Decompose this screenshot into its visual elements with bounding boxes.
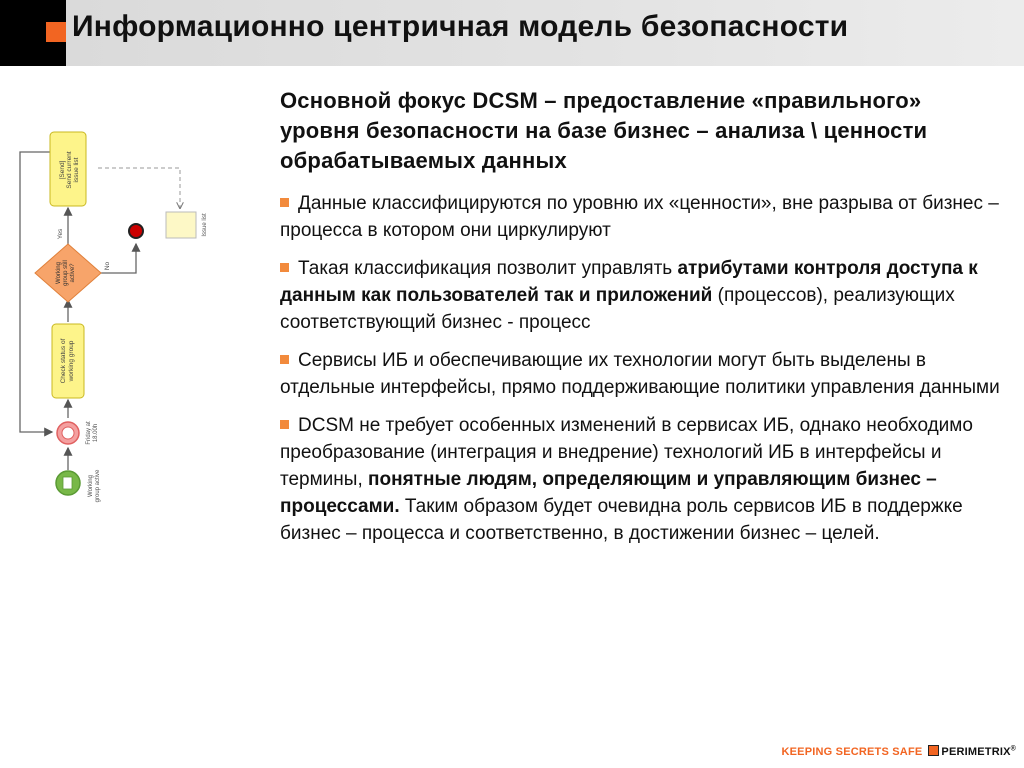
footer-branding bbox=[781, 745, 1016, 758]
bullet-4-text-c: Таким образом будет очевидна роль сервисов ИБ в поддержке бизнес – процесса и соответственно, в достижении бизнес – целей. bbox=[280, 496, 963, 544]
check-task-label-1: Check status of bbox=[60, 338, 67, 384]
timer-label-2: 18.00h bbox=[93, 423, 99, 443]
bullet-4-text-bold: понятные людям, определяющим и управляющим бизнес – процессами. bbox=[280, 469, 937, 517]
title-bar bbox=[0, 0, 1024, 66]
no-label: No bbox=[104, 261, 111, 271]
perimetrix-logo-icon bbox=[928, 745, 939, 756]
issue-list-label: Issue list bbox=[202, 213, 208, 237]
bullet-marker-icon bbox=[280, 420, 289, 429]
start-label-2: group active bbox=[95, 469, 101, 503]
bullet-2 bbox=[280, 255, 1000, 336]
decision-label-3: active? bbox=[70, 263, 76, 283]
bullet-3 bbox=[280, 347, 1000, 401]
check-task-label-2: working group bbox=[68, 340, 75, 382]
process-diagram bbox=[8, 118, 230, 518]
yes-label: Yes bbox=[57, 228, 64, 240]
bullet-4-text-a: DCSM не требует особенных изменений в сервисах ИБ, однако необходимо преобразование (интеграция и внедрение) технологий ИБ в интерфейсы и термины, bbox=[280, 415, 973, 490]
end-event bbox=[129, 224, 143, 238]
footer-brand: PERIMETRIX bbox=[941, 746, 1011, 758]
check-status-task bbox=[52, 324, 84, 398]
bullet-4 bbox=[280, 412, 1000, 547]
bullet-2-text-a: Такая классификация позволит управлять bbox=[298, 258, 678, 279]
slide-content bbox=[280, 86, 1000, 558]
footer-slogan: KEEPING SECRETS SAFE bbox=[781, 746, 923, 758]
send-task-label: [Send] bbox=[59, 160, 66, 180]
timer-event bbox=[57, 421, 99, 445]
title-accent-square bbox=[46, 22, 66, 42]
timer-label-1: Friday at bbox=[86, 421, 92, 445]
send-task bbox=[50, 132, 86, 206]
start-label-1: Working bbox=[88, 475, 94, 497]
decision-label-1: Working bbox=[56, 262, 62, 284]
issue-list-artifact bbox=[166, 212, 208, 238]
bullet-2-text-c: (процессов), реализующих соответствующий бизнес - процесс bbox=[280, 285, 955, 333]
bullet-marker-icon bbox=[280, 355, 289, 364]
association-line bbox=[98, 168, 180, 208]
bullet-1-text: Данные классифицируются по уровню их «ценности», вне разрыва от бизнес – процесса в котором они циркулируют bbox=[280, 193, 999, 241]
start-event bbox=[56, 469, 101, 502]
registered-mark: ® bbox=[1010, 745, 1016, 753]
send-task-sub-2: issue list bbox=[73, 157, 80, 183]
bullet-1 bbox=[280, 190, 1000, 244]
send-task-sub-1: Send current bbox=[66, 151, 73, 189]
bullet-marker-icon bbox=[280, 198, 289, 207]
content-heading: Основной фокус DCSM – предоставление «правильного» уровня безопасности на базе бизнес – анализа \ ценности обрабатываемых данных bbox=[280, 88, 928, 173]
slide-title: Информационно центричная модель безопасности bbox=[72, 10, 849, 43]
bullet-3-text: Сервисы ИБ и обеспечивающие их технологии могут быть выделены в отдельные интерфейсы, прямо поддерживающие политики управления данными bbox=[280, 350, 1000, 398]
bullet-2-text-bold: атрибутами контроля доступа к данным как пользователей так и приложений bbox=[280, 258, 978, 306]
decision-gateway bbox=[35, 244, 101, 302]
bullet-marker-icon bbox=[280, 263, 289, 272]
decision-label-2: group still bbox=[63, 260, 69, 286]
